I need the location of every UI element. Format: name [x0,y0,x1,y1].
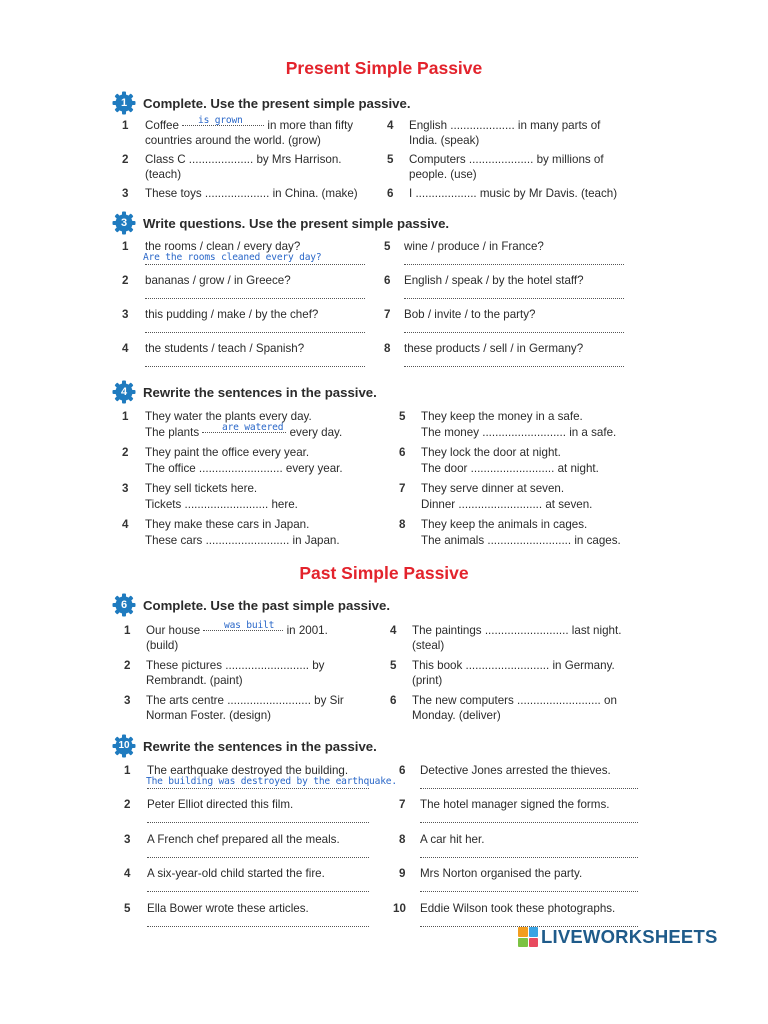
s6-item-5-number: 5 [390,659,397,672]
s10-item-4-sentence: A six-year-old child started the fire. [147,867,325,880]
s1-item-2-number: 2 [122,153,129,166]
s6-item-2-number: 2 [124,659,131,672]
page-title-present: Present Simple Passive [285,58,483,78]
s4-item-3-rewrite: Tickets .......................... here. [145,498,298,511]
s6-item-2-line1: These pictures .......................... by [146,659,325,672]
s10-item-9-answer-line[interactable] [420,891,638,892]
s4-item-2-number: 2 [122,446,129,459]
gear-badge-icon: 3 [112,211,136,235]
s10-item-2-number: 2 [124,798,131,811]
s4-item-5-rewrite: The money .......................... in a safe. [421,426,617,439]
s10-item-3-answer-line[interactable] [147,857,369,858]
s3-item-7-prompt: Bob / invite / to the party? [404,308,536,321]
s4-item-6-rewrite: The door .......................... at night. [421,462,599,475]
s6-item-4-line1: The paintings .......................... last night. [412,624,622,637]
s10-item-9-sentence: Mrs Norton organised the party. [420,867,583,880]
s10-item-8-answer-line[interactable] [420,857,638,858]
s1-item-5-number: 5 [387,153,394,166]
s6-item-3-line2: Norman Foster. (design) [146,709,272,722]
s4-item-7-sentence: They serve dinner at seven. [421,482,565,495]
s10-item-1-answer-line[interactable] [147,788,369,789]
page-title-past: Past Simple Passive [299,563,469,583]
s4-item-5-number: 5 [399,410,406,423]
s1-item-6-line1: I ................... music by Mr Davis. (teach) [409,187,618,200]
s3-item-3-answer-line[interactable] [145,332,365,333]
s4-item-4-number: 4 [122,518,129,531]
s4-item-8-sentence: They keep the animals in cages. [421,518,588,531]
s3-item-6-answer-line[interactable] [404,298,624,299]
s10-item-7-number: 7 [399,798,406,811]
s1-item-4-line1: English .................... in many parts of [409,119,601,132]
s10-item-5-answer-line[interactable] [147,926,369,927]
gear-badge-icon: 1 [112,91,136,115]
s4-item-7-rewrite: Dinner .......................... at seven. [421,498,593,511]
s6-item-6-number: 6 [390,694,397,707]
s10-item-5-number: 5 [124,902,131,915]
s3-item-1-answer-line[interactable] [145,264,365,265]
s10-item-3-sentence: A French chef prepared all the meals. [147,833,340,846]
section-10-instruction: Rewrite the sentences in the passive. [143,738,377,754]
s4-item-1-handwritten-answer: are watered [222,422,284,433]
s10-item-4-number: 4 [124,867,131,880]
s10-item-7-sentence: The hotel manager signed the forms. [420,798,610,811]
s4-item-4-rewrite: These cars .......................... in Japan. [145,534,340,547]
section-3-heading [112,210,449,236]
gear-badge-icon: 10 [112,734,136,758]
s10-item-8-sentence: A car hit her. [420,833,485,846]
s1-item-4-number: 4 [387,119,394,132]
s3-item-5-number: 5 [384,240,391,253]
s6-item-6-line1: The new computers .......................... on [412,694,617,707]
s4-item-3-sentence: They sell tickets here. [145,482,258,495]
s10-item-6-number: 6 [399,764,406,777]
s4-item-3-number: 3 [122,482,129,495]
s1-item-3-number: 3 [122,187,129,200]
s6-item-4-number: 4 [390,624,397,637]
s6-item-1-number: 1 [124,624,131,637]
s3-item-4-number: 4 [122,342,129,355]
s1-item-3-line1: These toys .................... in China. (make) [145,187,358,200]
s1-item-1-line2: countries around the world. (grow) [145,134,321,147]
s10-item-8-number: 8 [399,833,406,846]
s3-item-8-answer-line[interactable] [404,366,624,367]
s4-item-6-number: 6 [399,446,406,459]
s4-item-5-sentence: They keep the money in a safe. [421,410,583,423]
s1-item-1-number: 1 [122,119,129,132]
s3-item-8-number: 8 [384,342,391,355]
s3-item-7-number: 7 [384,308,391,321]
gear-badge-icon: 6 [112,593,136,617]
s1-item-2-line1: Class C .................... by Mrs Harrison. [145,153,342,166]
section-6-heading [112,592,390,618]
s3-item-8-prompt: these products / sell / in Germany? [404,342,584,355]
s3-item-3-number: 3 [122,308,129,321]
s3-item-2-prompt: bananas / grow / in Greece? [145,274,291,287]
s4-item-2-rewrite: The office .......................... every year. [145,462,343,475]
s6-item-2-line2: Rembrandt. (paint) [146,674,243,687]
s6-item-3-number: 3 [124,694,131,707]
s6-item-4-line2: (steal) [412,639,445,652]
s4-item-1-rewrite: The plants every day. [145,426,343,439]
s3-item-7-answer-line[interactable] [404,332,624,333]
s6-item-5-line2: (print) [412,674,443,687]
s3-item-5-answer-line[interactable] [404,264,624,265]
section-3-instruction: Write questions. Use the present simple passive. [143,215,450,231]
logo-text: LIVEWORKSHEETS [541,926,718,947]
section-6-instruction: Complete. Use the past simple passive. [143,597,390,613]
s1-item-6-number: 6 [387,187,394,200]
s1-item-1-handwritten-answer: is grown [198,115,243,126]
s3-item-1-number: 1 [122,240,129,253]
s4-item-1-sentence: They water the plants every day. [145,410,312,423]
section-1-heading [112,90,411,116]
s4-item-1-number: 1 [122,410,129,423]
s10-item-1-number: 1 [124,764,131,777]
s10-item-6-answer-line[interactable] [420,788,638,789]
s4-item-4-sentence: They make these cars in Japan. [145,518,310,531]
s4-item-2-sentence: They paint the office every year. [145,446,310,459]
s1-item-5-line1: Computers .................... by millions of [409,153,604,166]
s10-item-2-sentence: Peter Elliot directed this film. [147,798,294,811]
s10-item-3-number: 3 [124,833,131,846]
s1-item-5-line2: people. (use) [409,168,477,181]
s1-item-1-line1: Coffee in more than fifty [145,119,354,132]
s10-item-10-sentence: Eddie Wilson took these photographs. [420,902,616,915]
s3-item-5-prompt: wine / produce / in France? [404,240,544,253]
s3-item-2-number: 2 [122,274,129,287]
liveworksheets-logo-icon [518,927,538,947]
s10-item-1-sentence: The earthquake destroyed the building. [147,764,349,777]
s3-item-2-answer-line[interactable] [145,298,365,299]
s3-item-1-prompt: the rooms / clean / every day? [145,240,301,253]
section-1-instruction: Complete. Use the present simple passive. [143,95,411,111]
s10-item-1-handwritten-answer: The building was destroyed by the earthquake. [146,776,397,787]
section-4-heading [112,379,377,405]
gear-badge-icon: 4 [112,380,136,404]
section-10-heading [112,733,377,759]
s3-item-1-handwritten-answer: Are the rooms cleaned every day? [143,252,322,263]
s10-item-10-number: 10 [393,902,406,915]
s6-item-1-handwritten-answer: was built [224,620,275,631]
s6-item-6-line2: Monday. (deliver) [412,709,501,722]
s10-item-7-answer-line[interactable] [420,822,638,823]
s4-item-8-number: 8 [399,518,406,531]
s10-item-4-answer-line[interactable] [147,891,369,892]
s6-item-5-line1: This book .......................... in Germany. [412,659,615,672]
s3-item-6-prompt: English / speak / by the hotel staff? [404,274,584,287]
s3-item-3-prompt: this pudding / make / by the chef? [145,308,319,321]
s6-item-3-line1: The arts centre .......................... by Sir [146,694,344,707]
s3-item-4-answer-line[interactable] [145,366,365,367]
liveworksheets-logo[interactable] [518,926,718,948]
s3-item-6-number: 6 [384,274,391,287]
s10-item-9-number: 9 [399,867,406,880]
s1-item-2-line2: (teach) [145,168,182,181]
s1-item-4-line2: India. (speak) [409,134,480,147]
s6-item-1-line1: Our house in 2001. [146,624,328,637]
s4-item-6-sentence: They lock the door at night. [421,446,561,459]
s10-item-6-sentence: Detective Jones arrested the thieves. [420,764,611,777]
s10-item-5-sentence: Ella Bower wrote these articles. [147,902,309,915]
s6-item-1-line2: (build) [146,639,179,652]
s4-item-7-number: 7 [399,482,406,495]
s4-item-8-rewrite: The animals .......................... in cages. [421,534,621,547]
section-4-instruction: Rewrite the sentences in the passive. [143,384,377,400]
s3-item-4-prompt: the students / teach / Spanish? [145,342,305,355]
s10-item-2-answer-line[interactable] [147,822,369,823]
